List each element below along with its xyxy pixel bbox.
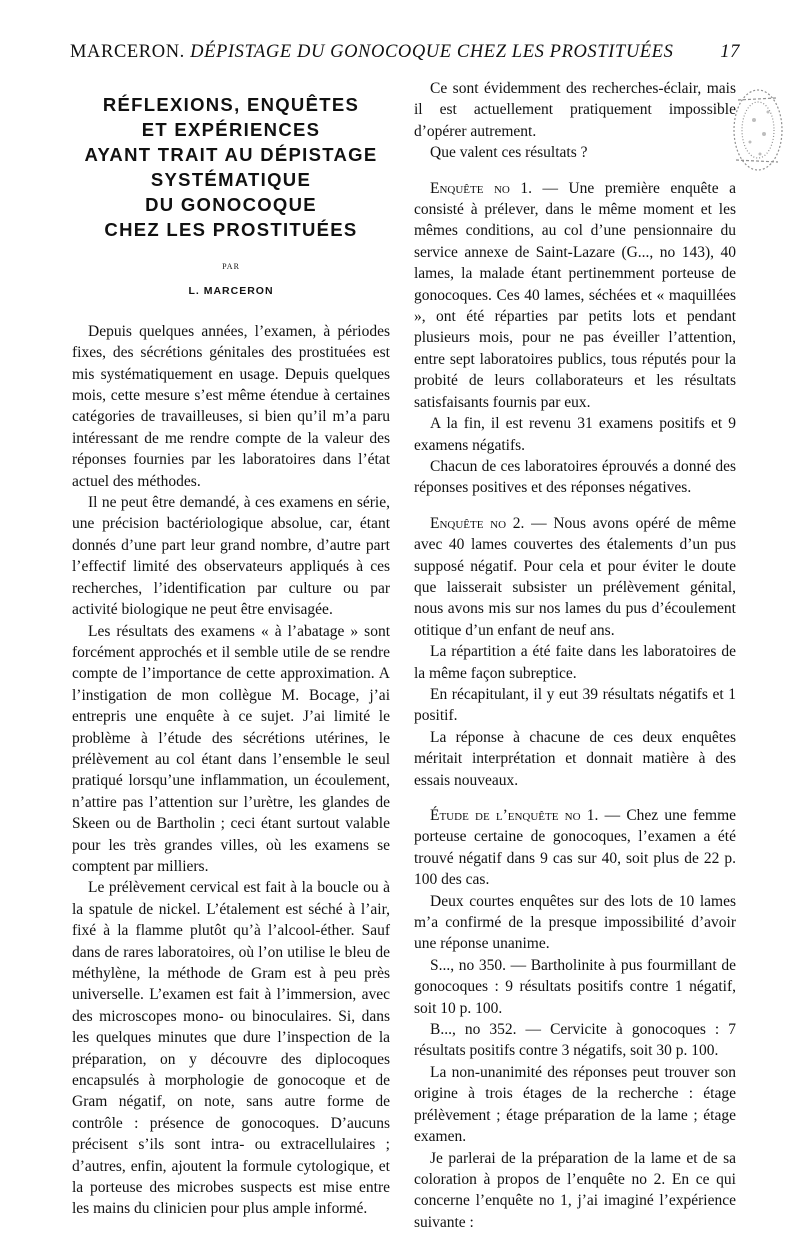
paragraph: La non-unanimité des réponses peut trouver son origine à trois étages de la recherche : étage prélèvement ; étage préparation de la lame ; étage examen.	[414, 1062, 736, 1148]
page-number: 17	[720, 42, 740, 63]
etude-text: — Chez une femme porteuse certaine de gonocoques, l’examen a été trouvé négatif dans 9 cas sur 40, soit plus de 22 p. 100 des cas.	[414, 807, 736, 888]
enquete-2-paragraph	[414, 513, 736, 641]
title-line: CHEZ LES PROSTITUÉES	[72, 217, 390, 242]
paragraph: Chacun de ces laboratoires éprouvés a donné des réponses positives et des réponses négatives.	[414, 456, 736, 499]
paragraph: Depuis quelques années, l’examen, à périodes fixes, des sécrétions génitales des prostituées est mis systématiquement en usage. Depuis quelques mois, cette mesure s’est même étendue à certaines catégories de travailleuses, si bien qu’il m’a paru intéressant de me rendre compte de la valeur des réponses fournies par les laboratoires dans l’état actuel des méthodes.	[72, 321, 390, 492]
etude-label: Étude de l’enquête no 1.	[430, 807, 598, 824]
paragraph: La réponse à chacune de ces deux enquêtes méritait interprétation et donnait matière à des essais nouveaux.	[414, 727, 736, 791]
enquete-2-label: Enquête no 2.	[430, 515, 524, 532]
running-head	[70, 42, 740, 63]
right-column	[414, 78, 736, 1233]
paragraph: Le prélèvement cervical est fait à la boucle ou à la spatule de nickel. L’étalement est séché à l’air, fixé à la flamme plutôt qu’à l’alcool-éther. Sauf dans de rares laboratoires, où l’on utilise le bleu de méthylène, la méthode de Gram est à peu près universelle. L’examen est fait à l’immersion, avec des microscopes mono- ou binoculaires. Si, dans les quelques minutes que dure l’inspection de la préparation, on y découvre des diplocoques encapsulés à morphologie de gonocoque et de Gram négatif, on note, sans autre forme de contrôle : présence de gonocoques. D’aucuns précisent s’ils sont intra- ou extracellulaires ; d’autres, enfin, ajoutent la formule cytologique, et la porteuse des microbes suspects est mise entre les mains du clinicien pour plus ample informé.	[72, 877, 390, 1220]
article-author: L. MARCERON	[72, 281, 390, 302]
paragraph: Ce sont évidemment des recherches-éclair, mais il est actuellement pratiquement impossible d’opérer autrement.	[414, 78, 736, 142]
left-column	[72, 92, 390, 1220]
title-line: ET EXPÉRIENCES	[72, 117, 390, 142]
enquete-2-text: — Nous avons opéré de même avec 40 lames couvertes des étalements d’un pus supposé négatif. Pour cela et pour éviter le doute que laisserait subsister un prélèvement génital, nous avons mis sur nos lames du pus d’écoulement otitique d’un enfant de neuf ans.	[414, 515, 736, 639]
enquete-1-paragraph	[414, 178, 736, 413]
paragraph: En récapitulant, il y eut 39 résultats négatifs et 1 positif.	[414, 684, 736, 727]
paragraph: B..., no 352. — Cervicite à gonocoques : 7 résultats positifs contre 3 négatifs, soit 30 p. 100.	[414, 1019, 736, 1062]
enquete-1-label: Enquête no 1.	[430, 180, 532, 197]
paragraph: Les résultats des examens « à l’abatage » sont forcément approchés et il semble utile de se rendre compte de l’importance de cette approximation. A l’instigation de mon collègue M. Bocage, j’ai entrepris une enquête à ce sujet. J’ai limité le problème à l’étude des sécrétions utérines, le prélèvement au col étant dans l’ensemble le seul pratiqué lorsqu’une inflammation, un écoulement, n’attire pas l’attention sur l’urètre, les glandes de Skeen ou de Bartholin ; ceci étant surtout valable pour les très grandes villes, où les examens se comptent par milliers.	[72, 621, 390, 878]
paragraph: La répartition a été faite dans les laboratoires de la même façon subreptice.	[414, 641, 736, 684]
paragraph: Que valent ces résultats ?	[414, 142, 736, 163]
paragraph: Il ne peut être demandé, à ces examens en série, une précision bactériologique absolue, car, étant donnés d’une part leur grand nombre, d’autre part l’effectif limité des observateurs appliqués à ces recherches, l’identification par culture ou par activité biologique ne peut être envisagée.	[72, 492, 390, 620]
paragraph: Je parlerai de la préparation de la lame et de sa coloration à propos de l’enquête no 2. En ce qui concerne l’enquête no 1, j’ai imaginé l’expérience suivante :	[414, 1148, 736, 1233]
paragraph: S..., no 350. — Bartholinite à pus fourmillant de gonocoques : 9 résultats positifs contre 1 négatif, soit 10 p. 100.	[414, 955, 736, 1019]
paragraph: A la fin, il est revenu 31 examens positifs et 9 examens négatifs.	[414, 413, 736, 456]
header-author: MARCERON.	[70, 42, 185, 62]
title-line: DU GONOCOQUE	[72, 192, 390, 217]
enquete-1-text: — Une première enquête a consisté à prélever, dans le même moment et les mêmes conditions, au col d’une pensionnaire du service annexe de Saint-Lazare (G..., no 143), 40 lames, la malade étant pertinemment porteuse de gonocoques. Ces 40 lames, séchées et « maquillées », ont été réparties par petits lots et pendant plusieurs mois, pour ne pas éveiller l’attention, entre sept laboratoires publics, tous réputés pour la probité de leurs collaborateurs et les résultats satisfaisants fournis par eux.	[414, 180, 736, 411]
header-title: DÉPISTAGE DU GONOCOQUE CHEZ LES PROSTITUÉES	[190, 42, 673, 62]
byline-par: PAR	[72, 256, 390, 277]
title-line: SYSTÉMATIQUE	[72, 167, 390, 192]
title-line: AYANT TRAIT AU DÉPISTAGE	[72, 142, 390, 167]
etude-paragraph	[414, 805, 736, 891]
paragraph: Deux courtes enquêtes sur des lots de 10 lames m’a confirmé de la presque impossibilité d’avoir une réponse unanime.	[414, 891, 736, 955]
title-line: RÉFLEXIONS, ENQUÊTES	[72, 92, 390, 117]
article-title	[72, 92, 390, 242]
